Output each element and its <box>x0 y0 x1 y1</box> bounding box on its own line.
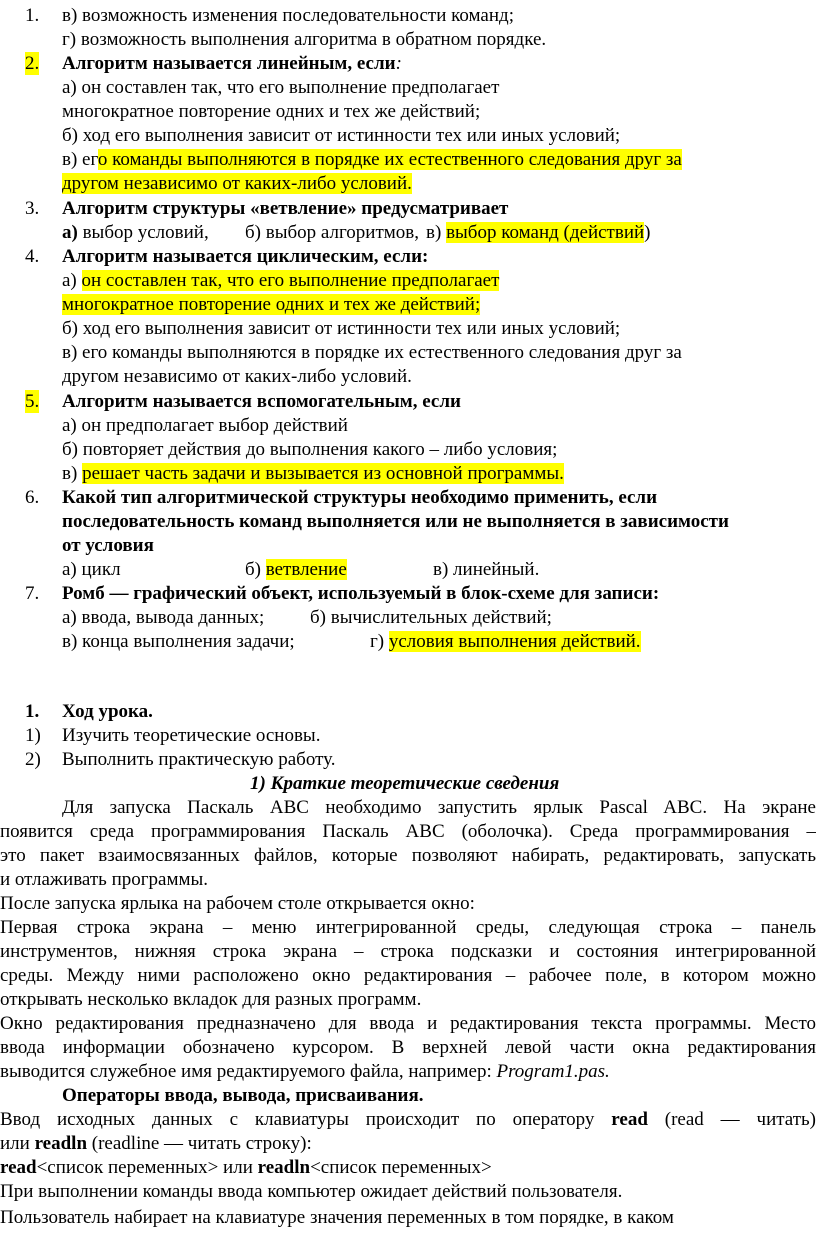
answer-option-continuation: многократное повторение одних и тех же действий; <box>62 294 481 315</box>
answer-option-correct: в) выбор команд (действий) <box>426 222 651 243</box>
paragraph-line: выводится служебное имя редактируемого файла, например: Program1.pas. <box>0 1061 610 1082</box>
answer-option: а) он составлен так, что его выполнение предполагает <box>62 77 500 98</box>
subsection-heading: 1) Краткие теоретические сведения <box>250 773 560 794</box>
paragraph-line: это пакет взаимосвязанных файлов, которые позволяют набирать, редактировать, запускать <box>0 845 816 866</box>
question-title: Алгоритм называется вспомогательным, если <box>62 391 461 412</box>
paragraph-line: Пользователь набирает на клавиатуре значения переменных в том порядке, в каком <box>0 1207 674 1228</box>
question-title: Алгоритм называется линейным, если: <box>62 53 402 74</box>
answer-option: б) ход его выполнения зависит от истинности тех или иных условий; <box>62 318 621 339</box>
list-number: 6. <box>25 487 40 508</box>
code-syntax-line: read<список переменных> или readln<список переменных> <box>0 1157 492 1178</box>
answer-option-correct: в) решает часть задачи и вызывается из основной программы. <box>62 463 564 484</box>
answer-option: в) конца выполнения задачи; <box>62 631 295 652</box>
paragraph-line: среды. Между ними расположено окно редактирования – рабочее поле, в котором можно <box>0 965 816 986</box>
paragraph-line: Для запуска Паскаль АВС необходимо запустить ярлык Pascal ABC. На экране <box>62 797 816 818</box>
question-title: Алгоритм структуры «ветвление» предусматривает <box>62 198 509 219</box>
answer-option: а) ввода, вывода данных; <box>62 607 265 628</box>
list-number: 2) <box>25 749 41 770</box>
question-title: Какой тип алгоритмической структуры необходимо применить, если <box>62 487 658 508</box>
list-item: Выполнить практическую работу. <box>62 749 336 770</box>
paragraph-line: открывать несколько вкладок для разных программ. <box>0 989 422 1010</box>
paragraph-line: При выполнении команды ввода компьютер ожидает действий пользователя. <box>0 1181 623 1202</box>
answer-option-correct: б) ветвление <box>245 559 347 580</box>
answer-option: б) ход его выполнения зависит от истинности тех или иных условий; <box>62 125 621 146</box>
paragraph-line: Окно редактирования предназначено для ввода и редактирования текста программы. Место <box>0 1013 816 1034</box>
answer-option: б) выбор алгоритмов, <box>245 222 420 243</box>
list-number: 7. <box>25 583 40 604</box>
answer-option-continuation: другом независимо от каких-либо условий. <box>62 173 412 194</box>
section-heading: Ход урока. <box>62 701 153 722</box>
list-number: 1. <box>25 701 40 722</box>
paragraph-line: или readln (readline — читать строку): <box>0 1133 312 1154</box>
answer-option-correct: в) его команды выполняются в порядке их естественного следования друг за <box>62 149 682 170</box>
question-title: Алгоритм называется циклическим, если: <box>62 246 429 267</box>
paragraph-line: появится среда программирования Паскаль АВС (оболочка). Среда программирования – <box>0 821 816 842</box>
paragraph-line: Ввод исходных данных с клавиатуры происходит по оператору read (read — читать) <box>0 1109 816 1130</box>
answer-option: в) его команды выполняются в порядке их естественного следования друг за <box>62 342 682 363</box>
list-number: 1) <box>25 725 41 746</box>
paragraph-line: инструментов, нижняя строка экрана – строка подсказки и состояния интегрированной <box>0 941 816 962</box>
section-heading: Операторы ввода, вывода, присваивания. <box>62 1085 424 1106</box>
answer-option-continuation: другом независимо от каких-либо условий. <box>62 366 412 387</box>
answer-option: а) выбор условий, <box>62 222 209 243</box>
list-item: Изучить теоретические основы. <box>62 725 321 746</box>
list-number: 3. <box>25 198 40 219</box>
paragraph-line: ввода информации обозначено курсором. В верхней левой части окна редактирования <box>0 1037 816 1058</box>
answer-option-continuation: многократное повторение одних и тех же действий; <box>62 101 481 122</box>
list-number: 4. <box>25 246 40 267</box>
answer-option: в) возможность изменения последовательности команд; <box>62 5 514 26</box>
paragraph-line: и отлаживать программы. <box>0 869 209 890</box>
answer-option-correct: а) он составлен так, что его выполнение предполагает <box>62 270 500 291</box>
answer-option: б) вычислительных действий; <box>310 607 552 628</box>
answer-option-correct: г) условия выполнения действий. <box>370 631 641 652</box>
answer-option: а) он предполагает выбор действий <box>62 415 348 436</box>
answer-option: б) повторяет действия до выполнения какого – либо условия; <box>62 439 558 460</box>
question-title-continuation: последовательность команд выполняется или не выполняется в зависимости <box>62 511 729 532</box>
question-title-continuation: от условия <box>62 535 154 556</box>
answer-option: а) цикл <box>62 559 121 580</box>
answer-option: в) линейный. <box>433 559 540 580</box>
list-number: 5. <box>25 391 40 412</box>
list-number: 1. <box>25 5 40 26</box>
paragraph-line: После запуска ярлыка на рабочем столе открывается окно: <box>0 893 475 914</box>
question-title: Ромб — графический объект, используемый в блок-схеме для записи: <box>62 583 660 604</box>
paragraph-line: Первая строка экрана – меню интегрированной среды, следующая строка – панель <box>0 917 816 938</box>
answer-option: г) возможность выполнения алгоритма в обратном порядке. <box>62 29 547 50</box>
list-number: 2. <box>25 53 40 74</box>
